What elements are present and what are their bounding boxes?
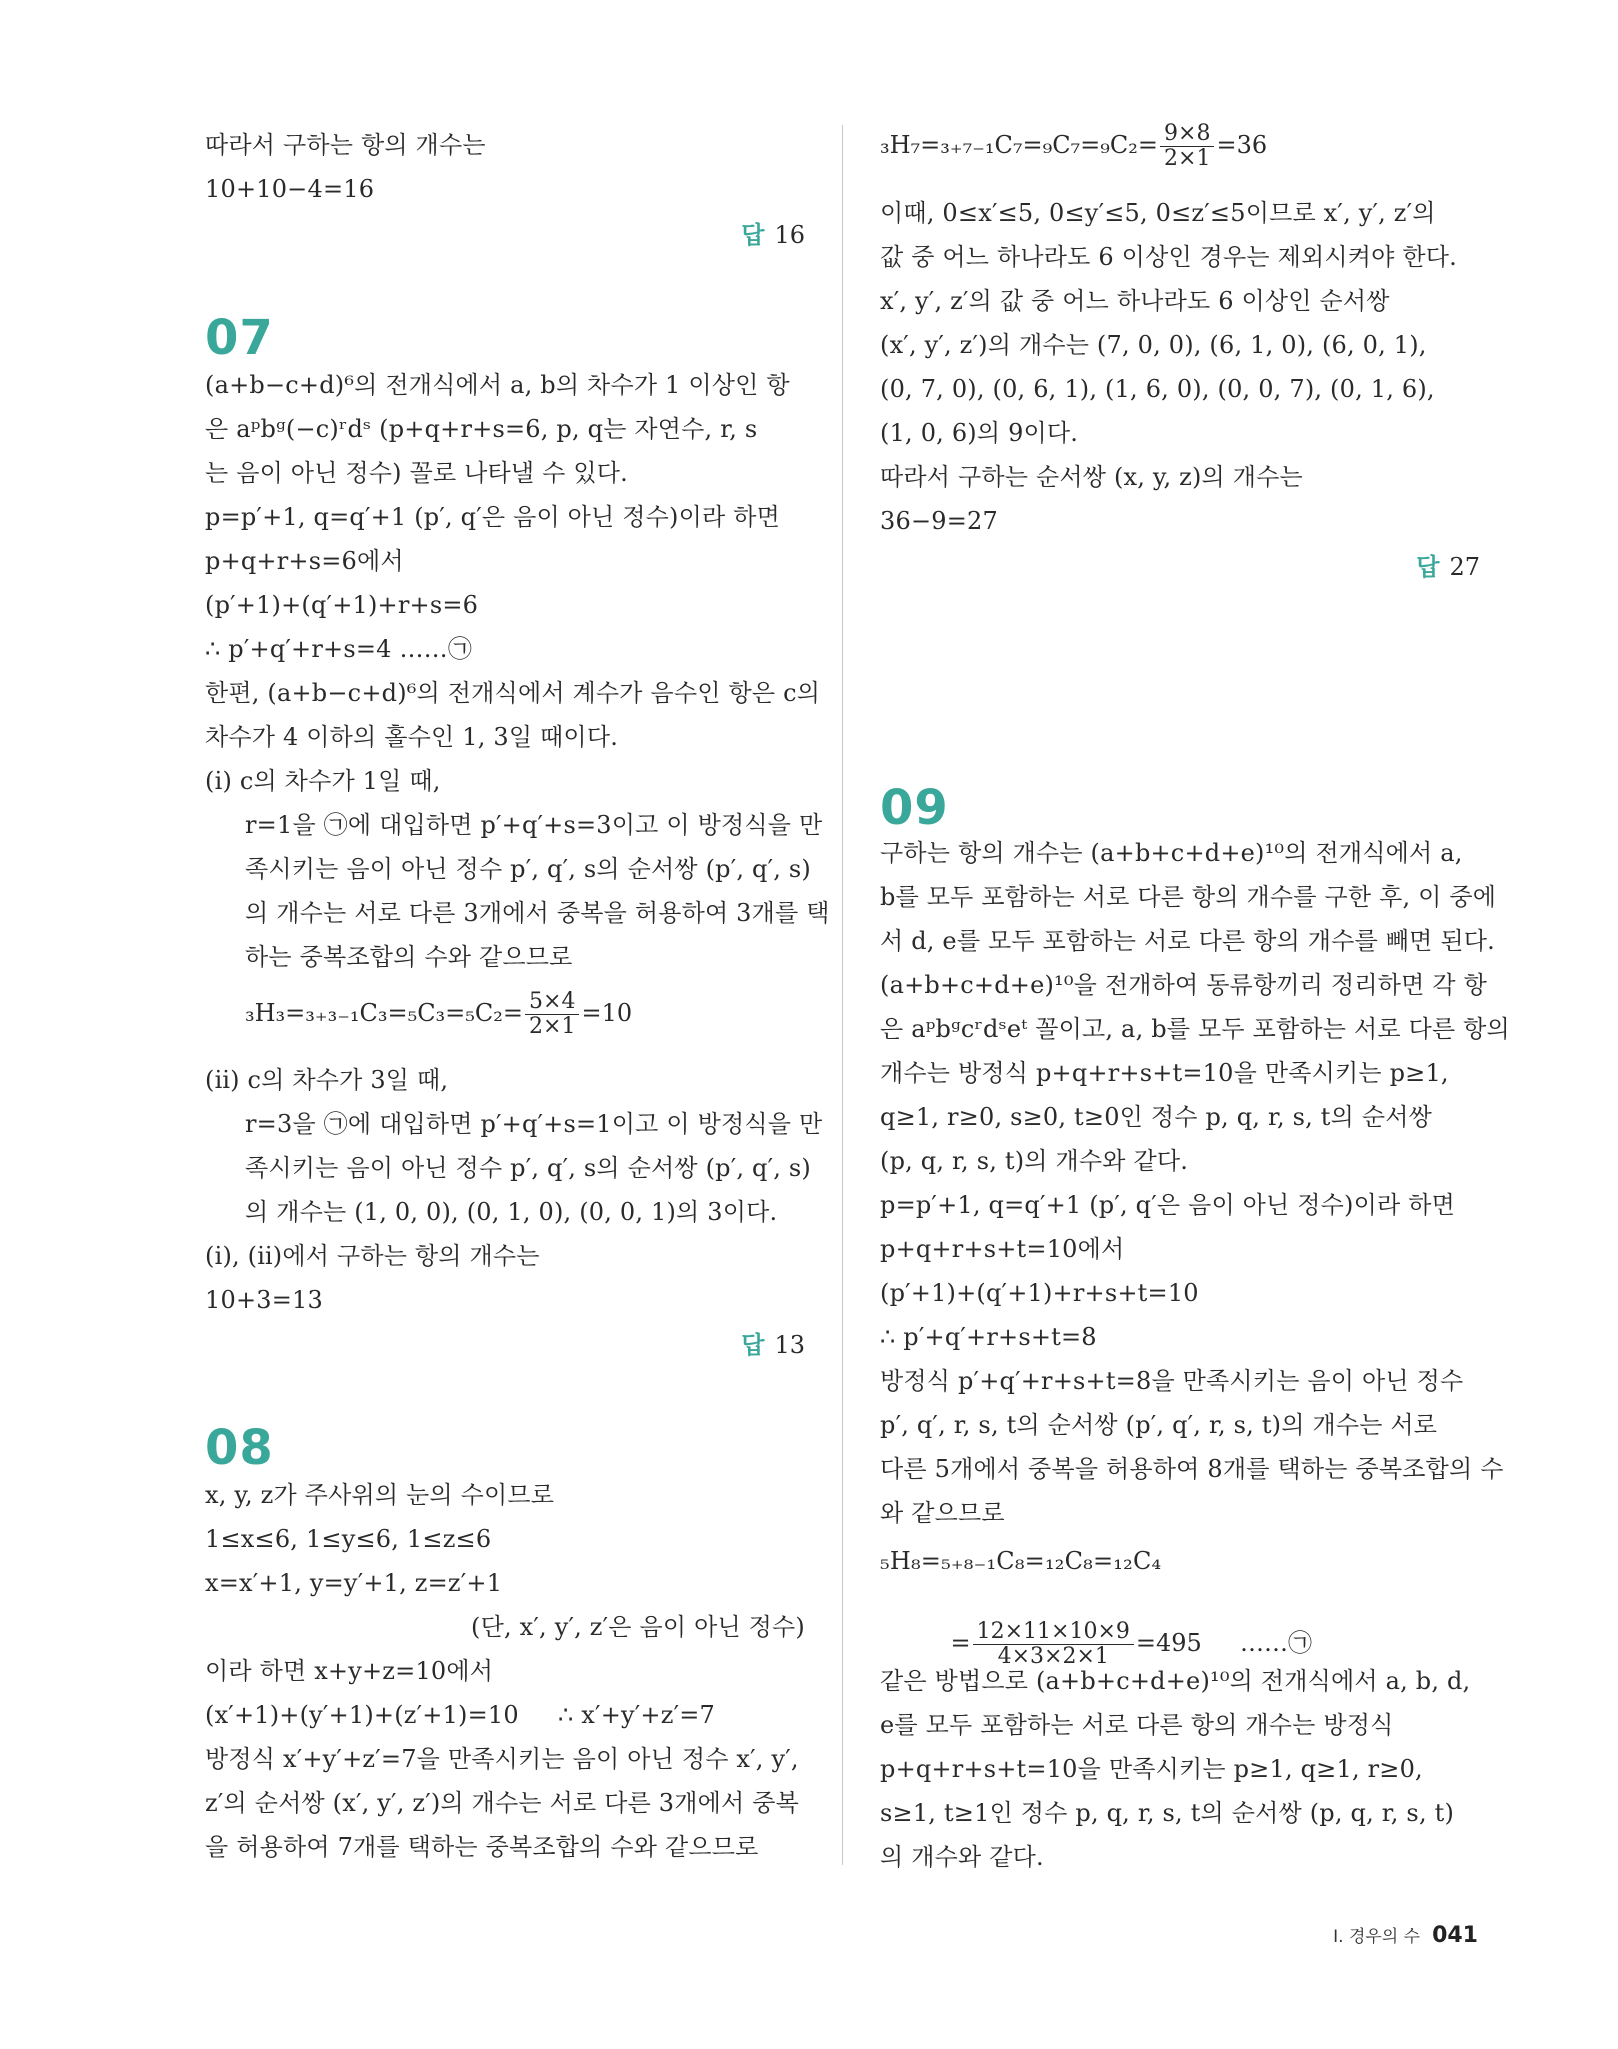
text-line: 와 같으므로	[880, 1499, 1005, 1527]
fraction-denominator: 2×1	[529, 1014, 576, 1039]
fraction-numerator: 5×4	[525, 990, 579, 1015]
text-line: z′의 순서쌍 (x′, y′, z′)의 개수는 서로 다른 3개에서 중복	[205, 1789, 800, 1817]
text-line: (a+b+c+d+e)¹⁰을 전개하여 동류항끼리 정리하면 각 항	[880, 971, 1487, 999]
text-line: 36−9=27	[880, 507, 998, 535]
text-line: s≥1, t≥1인 정수 p, q, r, s, t의 순서쌍 (p, q, r, s, t)	[880, 1799, 1455, 1827]
text-line: (a+b−c+d)⁶의 전개식에서 a, b의 차수가 1 이상인 항	[205, 371, 790, 399]
text-line: (p′+1)+(q′+1)+r+s=6	[205, 591, 479, 619]
text-line: 같은 방법으로 (a+b+c+d+e)¹⁰의 전개식에서 a, b, d,	[880, 1667, 1471, 1695]
text-line: r=3을 ㉠에 대입하면 p′+q′+s=1이고 이 방정식을 만	[245, 1110, 823, 1138]
text-line: (1, 0, 6)의 9이다.	[880, 419, 1079, 447]
text-line: x=x′+1, y=y′+1, z=z′+1	[205, 1569, 503, 1597]
formula-rhs: =10	[581, 999, 633, 1027]
text-line: 방정식 x′+y′+z′=7을 만족시키는 음이 아닌 정수 x′, y′,	[205, 1745, 799, 1773]
text-line: 하는 중복조합의 수와 같으므로	[245, 943, 573, 971]
text-line: 10+3=13	[205, 1286, 323, 1314]
text-line: (p, q, r, s, t)의 개수와 같다.	[880, 1147, 1189, 1175]
text-line: b를 모두 포함하는 서로 다른 항의 개수를 구한 후, 이 중에	[880, 883, 1497, 911]
text-line: 다른 5개에서 중복을 허용하여 8개를 택하는 중복조합의 수	[880, 1455, 1504, 1483]
text-line: q≥1, r≥0, s≥0, t≥0인 정수 p, q, r, s, t의 순서쌍	[880, 1103, 1433, 1131]
text-line: x, y, z가 주사위의 눈의 수이므로	[205, 1481, 555, 1509]
answer-value: 13	[774, 1331, 805, 1359]
text-line: p′, q′, r, s, t의 순서쌍 (p′, q′, r, s, t)의 개수는 서로	[880, 1411, 1438, 1439]
formula-rhs: =36	[1216, 131, 1268, 159]
answer-line	[741, 220, 805, 250]
text-line: 의 개수는 (1, 0, 0), (0, 1, 0), (0, 0, 1)의 3이다.	[245, 1198, 778, 1226]
fraction	[525, 990, 579, 1039]
fraction-denominator: 4×3×2×1	[997, 1644, 1109, 1669]
answer-line	[1416, 552, 1480, 582]
text-line: 의 개수는 서로 다른 3개에서 중복을 허용하여 3개를 택	[245, 899, 830, 927]
text-line: e를 모두 포함하는 서로 다른 항의 개수는 방정식	[880, 1711, 1394, 1739]
case-heading: (ⅱ) c의 차수가 3일 때,	[205, 1066, 449, 1094]
text-line: p=p′+1, q=q′+1 (p′, q′은 음이 아닌 정수)이라 하면	[880, 1191, 1455, 1219]
text-line: 개수는 방정식 p+q+r+s+t=10을 만족시키는 p≥1,	[880, 1059, 1449, 1087]
text-line: p+q+r+s+t=10에서	[880, 1235, 1125, 1263]
text-line: 값 중 어느 하나라도 6 이상인 경우는 제외시켜야 한다.	[880, 243, 1457, 271]
text-line: 족시키는 음이 아닌 정수 p′, q′, s의 순서쌍 (p′, q′, s)	[245, 855, 811, 883]
column-divider	[842, 125, 843, 1865]
answer-line	[741, 1330, 805, 1360]
page-footer	[1333, 1922, 1478, 1948]
formula-lhs: ₃H₇=₃₊₇₋₁C₇=₉C₇=₉C₂=	[880, 131, 1159, 159]
text-line: 는 음이 아닌 정수) 꼴로 나타낼 수 있다.	[205, 459, 628, 487]
text-line: p=p′+1, q=q′+1 (p′, q′은 음이 아닌 정수)이라 하면	[205, 503, 780, 531]
text-line: 따라서 구하는 순서쌍 (x, y, z)의 개수는	[880, 463, 1303, 491]
fraction-denominator: 2×1	[1164, 146, 1211, 171]
question-number-08: 08	[205, 1420, 274, 1476]
text-line: 이때, 0≤x′≤5, 0≤y′≤5, 0≤z′≤5이므로 x′, y′, z′의	[880, 199, 1436, 227]
text-line: (단, x′, y′, z′은 음이 아닌 정수)	[471, 1613, 805, 1641]
fraction-numerator: 12×11×10×9	[973, 1620, 1134, 1645]
text-line: 방정식 p′+q′+r+s+t=8을 만족시키는 음이 아닌 정수	[880, 1367, 1464, 1395]
text-line: (ⅰ), (ⅱ)에서 구하는 항의 개수는	[205, 1242, 540, 1270]
answer-value: 27	[1449, 553, 1480, 581]
text-line: 을 허용하여 7개를 택하는 중복조합의 수와 같으므로	[205, 1833, 759, 1861]
text-line: 은 aᵖbᵍcʳdˢeᵗ 꼴이고, a, b를 모두 포함하는 서로 다른 항의	[880, 1015, 1510, 1043]
text-line: 서 d, e를 모두 포함하는 서로 다른 항의 개수를 빼면 된다.	[880, 927, 1495, 955]
text-line: 1≤x≤6, 1≤y≤6, 1≤z≤6	[205, 1525, 492, 1553]
answer-tag: 답	[741, 221, 765, 249]
text-line: 은 aᵖbᵍ(−c)ʳdˢ (p+q+r+s=6, p, q는 자연수, r, s	[205, 415, 758, 443]
text-line: r=1을 ㉠에 대입하면 p′+q′+s=3이고 이 방정식을 만	[245, 811, 823, 839]
text-line: p+q+r+s+t=10을 만족시키는 p≥1, q≥1, r≥0,	[880, 1755, 1423, 1783]
case-heading: (ⅰ) c의 차수가 1일 때,	[205, 767, 441, 795]
formula-lhs: =	[950, 1629, 971, 1657]
fraction-numerator: 9×8	[1160, 122, 1214, 147]
text-line: (p′+1)+(q′+1)+r+s+t=10	[880, 1279, 1199, 1307]
text-line: 의 개수와 같다.	[880, 1843, 1044, 1871]
formula-line	[880, 122, 1267, 171]
text-line: p+q+r+s=6에서	[205, 547, 404, 575]
text-line: (0, 7, 0), (0, 6, 1), (1, 6, 0), (0, 0, 7), (0, 1, 6),	[880, 375, 1435, 403]
text-line: 한편, (a+b−c+d)⁶의 전개식에서 계수가 음수인 항은 c의	[205, 679, 821, 707]
fraction	[1160, 122, 1214, 171]
section-title: Ⅰ. 경우의 수	[1333, 1927, 1421, 1947]
formula-rhs: =495 ……㉠	[1135, 1629, 1312, 1657]
text-line: 족시키는 음이 아닌 정수 p′, q′, s의 순서쌍 (p′, q′, s)	[245, 1154, 811, 1182]
text-line: x′, y′, z′의 값 중 어느 하나라도 6 이상인 순서쌍	[880, 287, 1390, 315]
formula-line: ₅H₈=₅₊₈₋₁C₈=₁₂C₈=₁₂C₄	[880, 1547, 1162, 1575]
text-line: 이라 하면 x+y+z=10에서	[205, 1657, 494, 1685]
text-line: ∴ p′+q′+r+s+t=8	[880, 1323, 1097, 1351]
question-number-09: 09	[880, 780, 949, 836]
text-line: 10+10−4=16	[205, 175, 375, 203]
formula-lhs: ₃H₃=₃₊₃₋₁C₃=₅C₃=₅C₂=	[245, 999, 524, 1027]
text-line: ∴ p′+q′+r+s=4 ……㉠	[205, 635, 473, 663]
text-line: 구하는 항의 개수는 (a+b+c+d+e)¹⁰의 전개식에서 a,	[880, 839, 1463, 867]
text-line: 차수가 4 이하의 홀수인 1, 3일 때이다.	[205, 723, 619, 751]
formula-line	[245, 990, 632, 1039]
fraction	[973, 1620, 1134, 1669]
page-number: 041	[1432, 1923, 1478, 1948]
answer-tag: 답	[1416, 553, 1440, 581]
answer-tag: 답	[741, 1331, 765, 1359]
question-number-07: 07	[205, 310, 274, 366]
answer-value: 16	[774, 221, 805, 249]
text-line: 따라서 구하는 항의 개수는	[205, 131, 486, 159]
text-line: (x′+1)+(y′+1)+(z′+1)=10 ∴ x′+y′+z′=7	[205, 1701, 715, 1729]
text-line: (x′, y′, z′)의 개수는 (7, 0, 0), (6, 1, 0), (6, 0, 1),	[880, 331, 1427, 359]
